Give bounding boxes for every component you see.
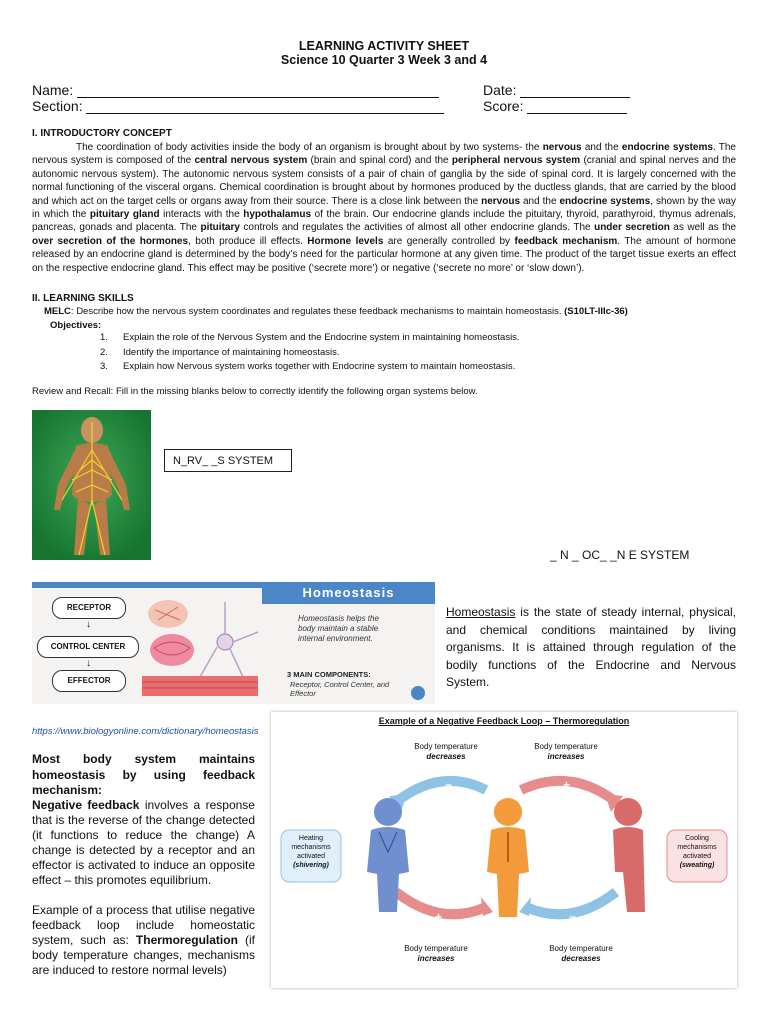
review-instruction: Review and Recall: Fill in the missing blanks below to correctly identify the following organ systems below. — [32, 386, 478, 397]
cooling-box: Cooling mechanisms activated (sweating) — [677, 835, 717, 869]
skills-heading: II. LEARNING SKILLS — [32, 293, 134, 304]
loop-graphics — [271, 712, 737, 988]
effector-node: EFFECTOR — [52, 670, 126, 692]
nervous-system-image — [32, 410, 151, 560]
score-label: Score: — [483, 98, 524, 114]
objective-3-text: Explain how Nervous system works together with Endocrine system to maintain homeostasis. — [123, 361, 516, 372]
heating-box: Heating mechanisms activated (shivering) — [291, 835, 331, 869]
example-text: Example of a process that utilise negative feedback loop include homeostatic system, such as: Thermoregulation (if body temperature changes, mechanisms are induced to restore normal levels) — [32, 903, 255, 977]
minus-sign: − — [569, 910, 577, 924]
objective-1-text: Explain the role of the Nervous System and the Endocrine system in maintaining homeostasis. — [123, 332, 520, 343]
name-row — [32, 82, 439, 98]
objective-2: 2. — [100, 347, 108, 358]
objectives-label: Objectives: — [50, 320, 102, 331]
homeostasis-banner: Homeostasis — [262, 582, 435, 604]
score-field[interactable] — [527, 99, 627, 114]
loop-title: Example of a Negative Feedback Loop – Thermoregulation — [378, 716, 630, 726]
negative-feedback-text: Negative feedback involves a response that is the reverse of the change detected (it functions to reduce the change) A change is detected by a receptor and an effector is activated to induce an opposite effect – this promotes equilibrium. — [32, 798, 255, 887]
melc-line: MELC: Describe how the nervous system coordinates and regulates these feedback mechanisms to maintain homeostasis. (S10LT-IIIc-36) — [44, 306, 628, 317]
arrow-down-icon: ↓ — [86, 619, 91, 630]
label-bottom-right: Body temperature decreases — [549, 944, 613, 963]
source-link[interactable]: https://www.biologyonline.com/dictionary/homeostasis — [32, 726, 259, 737]
logo-icon — [411, 686, 425, 700]
endocrine-blank[interactable]: _ N _ OC_ _N E SYSTEM — [550, 548, 690, 562]
score-row — [483, 98, 627, 114]
label-top-left: Body temperature decreases — [414, 742, 478, 761]
date-label: Date: — [483, 82, 517, 98]
intro-paragraph: The coordination of body activities inside the body of an organism is brought about by two systems- the nervous and the endocrine systems. The nervous system is composed of the central nervous system (brain and spinal cord) and the peripheral nervous system (cranial and spinal nerves and the autonomic nervous system). The autonomic nervous system consists of a pair of chain of ganglia by the side of spinal cord. It is largely concerned with the normal functioning of the visceral organs. Chemical coordination is brought about by hormones produced by the ductless glands, that are carried by the blood and which act on the target cells or organs away from their source. There is a close link between the nervous and the endocrine systems, shown by the way in which the pituitary gland interacts with the hypothalamus of the brain. Our endocrine glands include the pituitary, thyroid, parathyroid, thymus adrenals, pancreas, gonads and placenta. The pituitary controls and regulates the activities of almost all other endocrine glands. The under secretion as well as the over secretion of the hormones, both produce ill effects. Hormone levels are generally controlled by feedback mechanism. The amount of hormone released by an endocrine gland is determined by the body’s need for the particular hormone at any given time. The product of the target tissue exerts an effect on the respective endocrine gland. This effect may be positive (‘secrete more’) or negative (‘secrete no more’ or ‘slow down’). — [32, 142, 737, 274]
control-center-node: CONTROL CENTER — [37, 636, 139, 658]
date-row — [483, 82, 630, 98]
name-label: Name: — [32, 82, 74, 98]
body-cells-illustration — [140, 592, 260, 700]
section-row — [32, 98, 444, 114]
section-label: Section: — [32, 98, 83, 114]
name-field[interactable] — [77, 83, 439, 98]
objective-1: 1. — [100, 332, 108, 343]
feedback-intro: Most body system maintains homeostasis by using feedback mechanism: — [32, 752, 255, 797]
date-field[interactable] — [520, 83, 630, 98]
minus-sign: − — [445, 778, 453, 792]
feedback-loop-diagram — [271, 712, 737, 988]
components-title: 3 MAIN COMPONENTS: — [287, 670, 371, 679]
label-bottom-left: Body temperature increases — [404, 944, 468, 963]
sheet-title: LEARNING ACTIVITY SHEET — [298, 39, 470, 53]
arrow-down-icon: ↓ — [86, 658, 91, 669]
homeostasis-image — [32, 582, 435, 704]
intro-heading: I. INTRODUCTORY CONCEPT — [32, 128, 172, 139]
receptor-node: RECEPTOR — [52, 597, 126, 619]
section-field[interactable] — [86, 99, 444, 114]
banner-strip — [32, 582, 262, 588]
homeostasis-note: Homeostasis helps the body maintain a stable internal environment. — [298, 614, 379, 643]
plus-sign: + — [435, 910, 443, 924]
homeostasis-definition: Homeostasis is the state of steady internal, physical, and chemical conditions maintained by living organisms. It is attained through regulation of the bodily functions of the Endocrine and Nervous System. — [446, 605, 736, 689]
sheet-subtitle: Science 10 Quarter 3 Week 3 and 4 — [280, 53, 488, 67]
objective-2-text: Identify the importance of maintaining homeostasis. — [123, 347, 340, 358]
plus-sign: + — [563, 778, 571, 792]
objective-3: 3. — [100, 361, 108, 372]
label-top-right: Body temperature increases — [534, 742, 598, 761]
nervous-blank-box[interactable]: N_RV_ _S SYSTEM — [164, 449, 292, 472]
components-list: Receptor, Control Center, and Effector — [290, 680, 390, 698]
